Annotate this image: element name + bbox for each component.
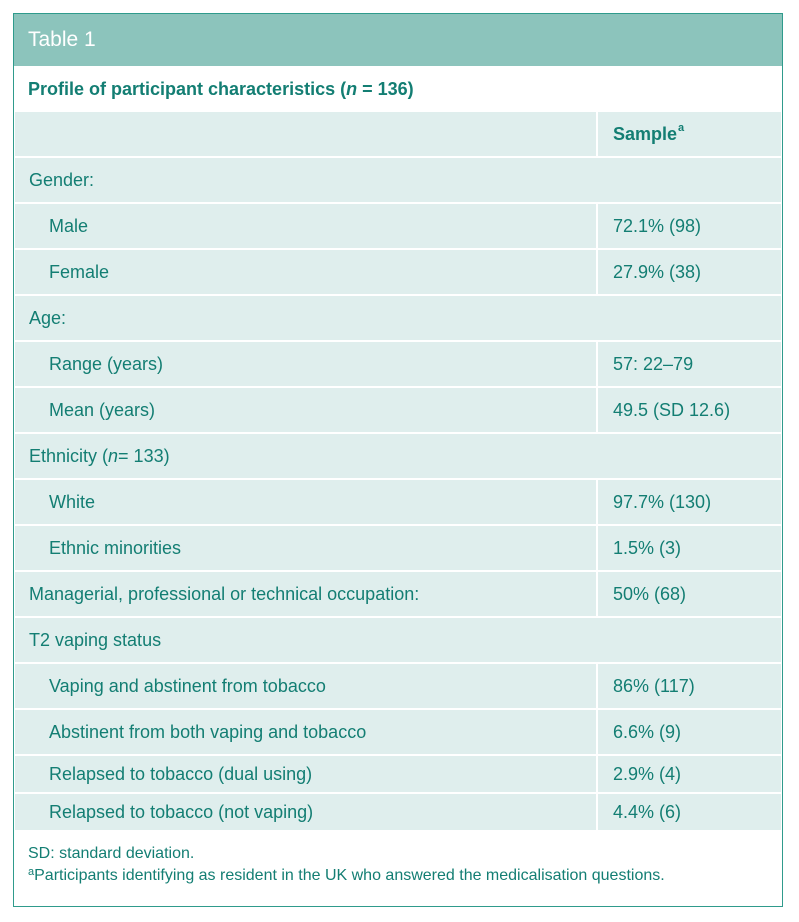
table-body	[15, 112, 781, 830]
table-row	[15, 794, 781, 830]
table-row	[15, 572, 781, 618]
caption-suffix: = 136)	[357, 79, 414, 99]
header-sample-text: Sample	[613, 123, 678, 144]
row-value: 97.7% (130)	[613, 491, 712, 512]
caption-prefix: Profile of participant characteristics (	[28, 79, 347, 99]
ethnicity-label-prefix: Ethnicity (	[29, 445, 109, 466]
row-label: Mean (years)	[15, 388, 598, 432]
row-value: 2.9% (4)	[613, 763, 682, 784]
table-row	[15, 526, 781, 572]
row-label: Vaping and abstinent from tobacco	[15, 664, 598, 708]
header-label-cell	[15, 112, 598, 156]
table-container	[13, 13, 783, 907]
table-label: Table 1	[14, 14, 782, 66]
table-row	[15, 204, 781, 250]
header-sample-cell	[598, 112, 781, 156]
ethnicity-n-symbol: n	[108, 445, 119, 466]
table-caption	[14, 66, 782, 112]
row-value: 50% (68)	[613, 583, 687, 604]
table-row	[15, 158, 781, 204]
row-value: 86% (117)	[613, 675, 695, 696]
table-row	[15, 756, 781, 794]
table-header-row	[15, 112, 781, 158]
table-footnotes	[14, 830, 782, 888]
row-label: Abstinent from both vaping and tobacco	[15, 710, 598, 754]
table-row	[15, 710, 781, 756]
table-row	[15, 342, 781, 388]
row-value: 1.5% (3)	[613, 537, 682, 558]
table-row	[15, 296, 781, 342]
row-label: White	[15, 480, 598, 524]
table-row	[15, 480, 781, 526]
table-row	[15, 618, 781, 664]
row-label: Relapsed to tobacco (not vaping)	[15, 794, 598, 830]
row-label: Range (years)	[15, 342, 598, 386]
row-value: 57: 22–79	[613, 353, 694, 374]
row-label: Male	[15, 204, 598, 248]
table-row	[15, 664, 781, 710]
row-label: Gender:	[29, 169, 95, 190]
footnote-sd: SD: standard deviation.	[28, 845, 195, 862]
row-value: 4.4% (6)	[613, 801, 682, 822]
row-label: T2 vaping status	[29, 629, 162, 650]
row-value: 27.9% (38)	[613, 261, 702, 282]
row-label: Managerial, professional or technical occupation:	[15, 572, 598, 616]
footnote-a	[28, 865, 782, 888]
row-label: Female	[15, 250, 598, 294]
row-label	[15, 434, 781, 478]
table-row	[15, 388, 781, 434]
table-row	[15, 250, 781, 296]
row-value: 49.5 (SD 12.6)	[613, 399, 731, 420]
row-label: Ethnic minorities	[15, 526, 598, 570]
row-value: 6.6% (9)	[613, 721, 682, 742]
row-label: Relapsed to tobacco (dual using)	[15, 756, 598, 792]
header-sample-sup: a	[678, 122, 685, 134]
footnote-a-marker: a	[28, 866, 35, 878]
caption-n-symbol: n	[346, 79, 358, 99]
ethnicity-label-suffix: = 133)	[118, 445, 170, 466]
row-label: Age:	[29, 307, 67, 328]
row-value: 72.1% (98)	[613, 215, 702, 236]
footnote-a-text: Participants identifying as resident in the UK who answered the medicalisation questions.	[34, 867, 665, 884]
table-row	[15, 434, 781, 480]
